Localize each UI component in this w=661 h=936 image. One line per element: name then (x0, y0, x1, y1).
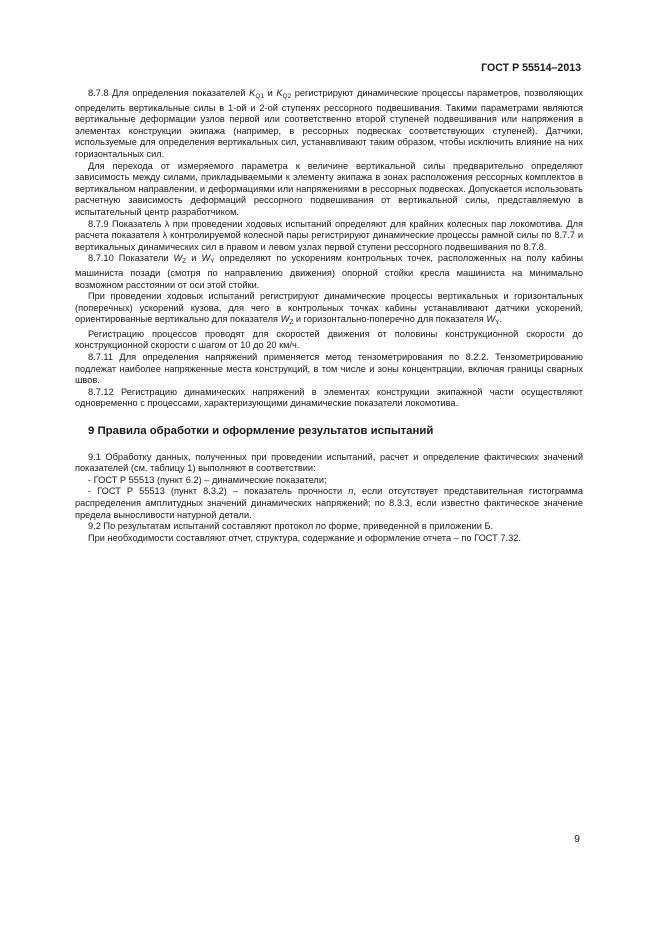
subscript: Q1 (255, 93, 265, 100)
paragraph-9-2-report: При необходимости составляют отчет, структура, содержание и оформление отчета – по ГОСТ 7.32. (88, 532, 521, 543)
symbol-k: K (249, 88, 256, 98)
standard-code: ГОСТ Р 55514–2013 (481, 62, 581, 74)
paragraph-8-7-8 (75, 88, 583, 161)
text: - ГОСТ Р 55513 (пункт 8.3.2) – показатель прочности (88, 486, 349, 497)
symbol-k: K (276, 88, 283, 98)
subscript: Z (182, 258, 187, 266)
subscript: Q2 (282, 93, 292, 100)
list-item-1: - ГОСТ Р 55513 (пункт 6.2) – динамические показатели; (88, 474, 327, 485)
document-body (75, 88, 583, 544)
paragraph-8-7-8-cont: Для перехода от измеряемого параметра к величине вертикальной силы предварительно определяют зависимость между силами, прикладываемыми к элементу экипажа в зонах расположения рессорных комплектов в вертикальном направлении, и деформациями или напряжениями в рессорных подвесках. Допускается использовать расчетную зависимость деформаций рессорного подвешивания от вертикальной силы, представляемую в испытательный центр разработчиком. (75, 160, 583, 217)
subscript: Y (210, 258, 215, 266)
subscript: Z (289, 319, 294, 327)
text: определяют по ускорениям контрольных точек, расположенных на полу кабины машиниста позади (смотря по направлению движения) опорной стойки кресла машиниста на минимально возможном расстоянии от оси этой стойки. (75, 253, 583, 290)
text: и (264, 88, 277, 98)
paragraph-8-7-11: 8.7.11 Для определения напряжений применяется метод тензометрирования по 8.2.2. Тензометрированию подлежат наиболее напряженные места конструкций, в том числе и зоны концентрации, включая границы сварных швов. (75, 352, 583, 386)
text: и (186, 253, 202, 264)
symbol-w: W (486, 314, 496, 325)
symbol-w: W (280, 314, 290, 325)
text: 8.7.10 Показатели (88, 253, 174, 264)
text: . (499, 314, 503, 325)
paragraph-8-7-10-sensors (75, 291, 583, 329)
paragraph-9-2: 9.2 По результатам испытаний составляют протокол по форме, приведенной в приложении Б. (88, 521, 494, 532)
paragraph-8-7-12: 8.7.12 Регистрацию динамических напряжений в элементах конструкции экипажной части осуществляют одновременно с процессами, характеризующими динамические показатели локомотива. (75, 386, 583, 409)
paragraph-8-7-10 (75, 253, 583, 291)
text: 8.7.8 Для определения показателей (88, 88, 250, 98)
symbol-w: W (173, 253, 183, 264)
text: , если отсутствует представительная гистограмма распределения амплитудных значений динамических напряжений; по 8.3.3, если известно фактическое значение предела выносливости натурной детали. (75, 486, 584, 520)
text: При проведении ходовых испытаний регистрируют динамические процессы вертикальных и горизонтальных (поперечных) ускорений кузова, для чего в контрольных точках кабины устанавливают датчики ускорений, ориентированные вертикально для показателя (75, 291, 583, 325)
section-9-title: 9 Правила обработки и оформление результатов испытаний (88, 425, 434, 438)
paragraph-8-7-9: 8.7.9 Показатель λ при проведении ходовых испытаний определяют для крайних колесных пар локомотива. Для расчета показателя λ контролируемой колесной пары регистрируют динамические процессы рамной силы по 8.7.7 и вертикальных динамических сил в правом и левом узлах первой ступени рессорного подвешивания по 8.7.8. (75, 218, 583, 252)
paragraph-8-7-10-speeds: Регистрацию процессов проводят для скоростей движения от половины конструкционной скорости до конструкционной скорости с шагом от 10 до 20 км/ч. (75, 328, 583, 351)
list-item-2 (75, 486, 583, 521)
document-header (481, 62, 581, 74)
symbol-n: n (348, 486, 354, 497)
symbol-w: W (201, 253, 211, 264)
paragraph-9-1: 9.1 Обработку данных, полученных при проведении испытаний, расчет и определение фактических значений показателей (см. таблицу 1) выполняют в соответствии: (75, 451, 583, 474)
text: регистрируют динамические процессы параметров, позволяющих определить вертикальные силы в 1-ой и 2-ой ступенях рессорного подвешивания. Такими параметрами являются вертикальные деформации узлов первой или соответственно второй ступеней подвешивания или напряжения в элементах конструкции экипажа (например, в рессорных подвесках соответствующих ступеней). Датчики, используемые для определения вертикальных сил, устанавливают таким образом, чтобы исключить влияние на них горизонтальных сил. (75, 88, 583, 159)
subscript: Y (495, 319, 500, 327)
page-number: 9 (574, 833, 580, 845)
text: и горизонтально-поперечно для показателя (293, 314, 487, 325)
